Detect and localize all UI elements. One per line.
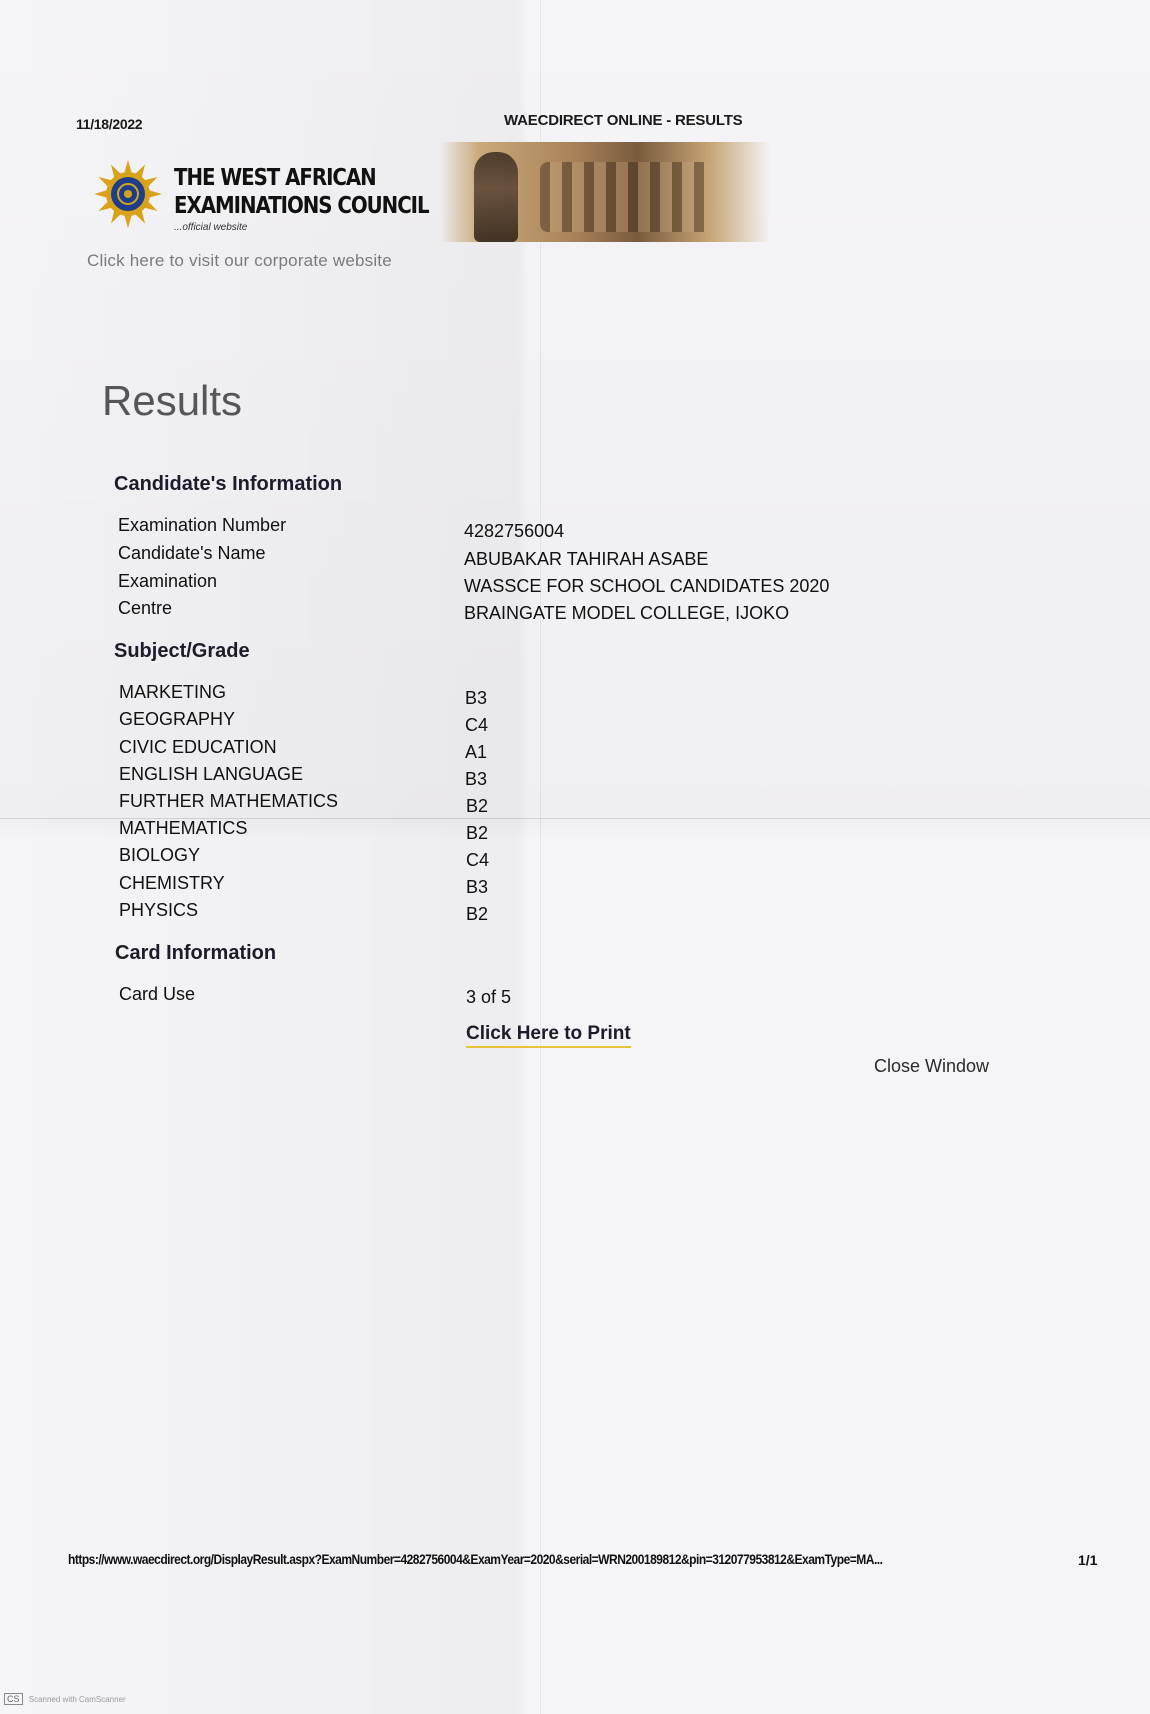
subject-name: BIOLOGY	[119, 845, 201, 865]
org-name-line1: THE WEST AFRICAN	[174, 165, 376, 191]
subject-grade: A1	[465, 742, 488, 762]
subject-grade: B3	[465, 769, 488, 789]
banner-photo	[440, 142, 770, 242]
org-tagline: ...official website	[174, 222, 248, 233]
candidate-section-heading: Candidate's Information	[114, 473, 343, 495]
field-label: Centre	[118, 598, 173, 618]
subject-name: CIVIC EDUCATION	[119, 737, 277, 757]
subject-grade: C4	[465, 715, 489, 735]
scanner-text: Scanned with CamScanner	[28, 1695, 126, 1704]
fold-line-vertical	[540, 0, 541, 1714]
subject-name: CHEMISTRY	[119, 873, 225, 893]
footer-page-number: 1/1	[1078, 1552, 1098, 1568]
subject-grade: B2	[466, 796, 489, 816]
banner-figure	[474, 152, 518, 242]
subject-section-heading: Subject/Grade	[114, 640, 250, 662]
print-link[interactable]: Click Here to Print	[466, 1023, 631, 1048]
footer-url: https://www.waecdirect.org/DisplayResult.aspx?ExamNumber=4282756004&ExamYear=2020&serial=WRN200189812&pin=312077953812&ExamType=MA...	[68, 1551, 883, 1567]
subject-grade: B3	[465, 688, 488, 708]
corporate-website-link[interactable]: Click here to visit our corporate website	[87, 251, 392, 270]
org-name-line2: EXAMINATIONS COUNCIL	[174, 193, 429, 219]
banner-crowd	[540, 162, 710, 232]
field-value: ABUBAKAR TAHIRAH ASABE	[464, 549, 709, 569]
subject-grade: B2	[466, 823, 489, 843]
subject-grade: B3	[466, 877, 489, 897]
field-label: Candidate's Name	[118, 543, 266, 563]
scanner-watermark	[4, 1693, 126, 1705]
subject-name: MARKETING	[119, 682, 227, 702]
subject-name: FURTHER MATHEMATICS	[119, 791, 338, 811]
card-section-heading: Card Information	[115, 942, 277, 964]
page-heading: Results	[102, 377, 243, 424]
org-name	[174, 164, 429, 220]
field-value: 4282756004	[464, 521, 565, 541]
subject-name: MATHEMATICS	[119, 818, 248, 838]
print-page-title: WAECDIRECT ONLINE - RESULTS	[504, 112, 743, 129]
subject-name: ENGLISH LANGUAGE	[119, 764, 304, 784]
print-date: 11/18/2022	[76, 116, 143, 132]
subject-name: GEOGRAPHY	[119, 709, 236, 729]
close-window-link[interactable]: Close Window	[874, 1056, 990, 1076]
card-use-value: 3 of 5	[466, 987, 512, 1007]
subject-grade: B2	[466, 904, 489, 924]
subject-name: PHYSICS	[119, 900, 199, 920]
field-label: Examination	[118, 571, 218, 591]
subject-grade: C4	[466, 850, 490, 870]
field-label: Examination Number	[118, 515, 287, 535]
waec-seal-icon	[94, 160, 162, 228]
field-value: BRAINGATE MODEL COLLEGE, IJOKO	[464, 603, 790, 623]
scanner-badge: CS	[4, 1693, 23, 1705]
field-value: WASSCE FOR SCHOOL CANDIDATES 2020	[464, 576, 830, 596]
card-use-label: Card Use	[119, 984, 196, 1004]
